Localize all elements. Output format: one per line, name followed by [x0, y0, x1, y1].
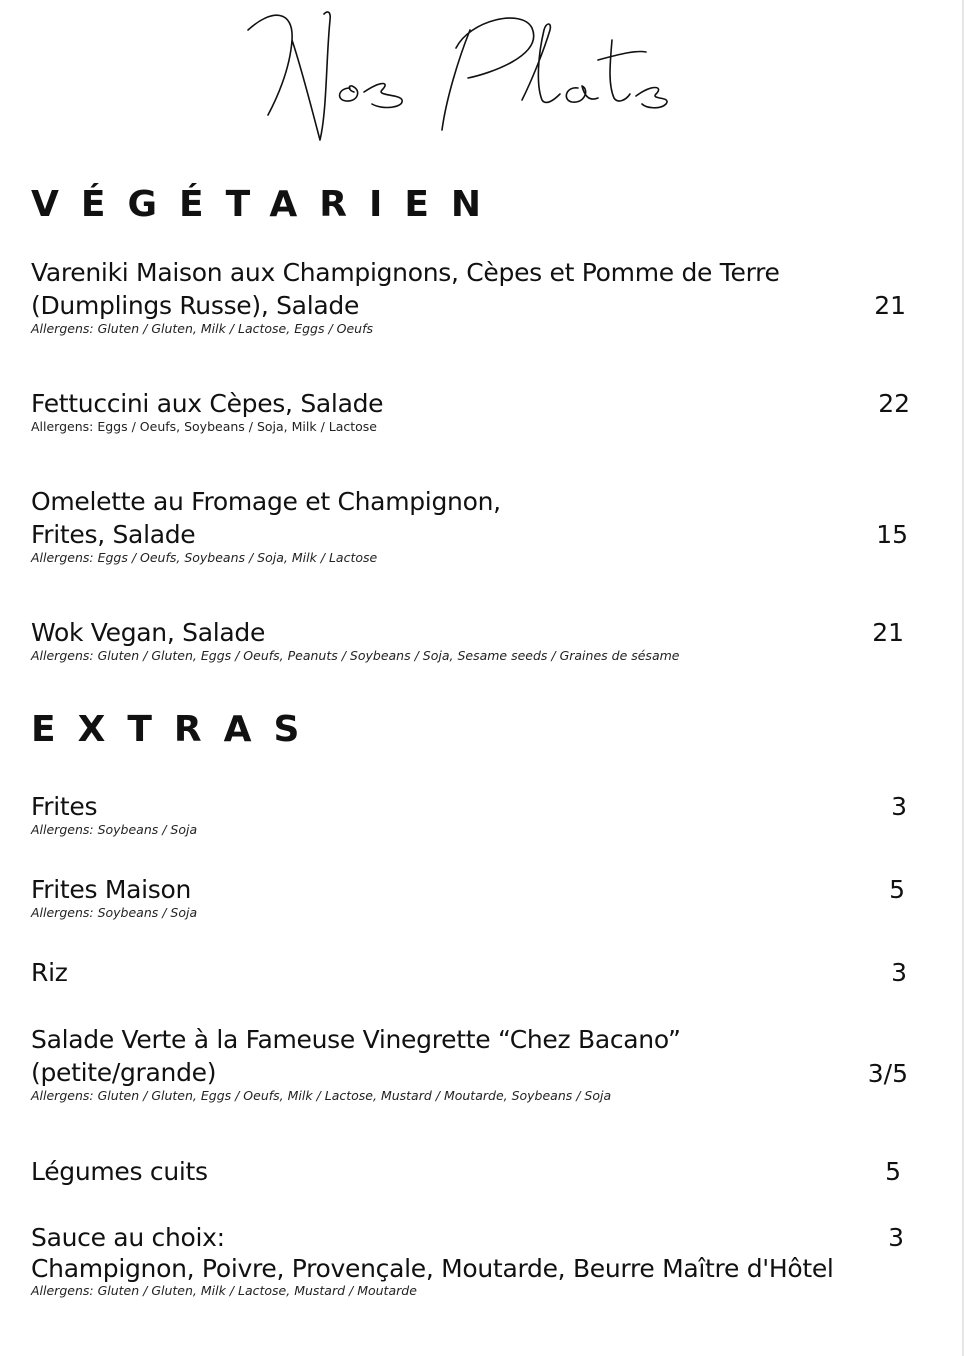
- dish-price: 5: [885, 1157, 901, 1186]
- dish-name: Wok Vegan, Salade: [31, 618, 266, 647]
- menu-item: [31, 1221, 911, 1299]
- dish-allergens: Allergens: Eggs / Oeufs, Soybeans / Soja, Milk / Lactose: [31, 550, 378, 565]
- menu-item: [31, 616, 911, 664]
- menu-item: [31, 1155, 911, 1188]
- dish-price: 15: [876, 520, 908, 549]
- dish-price: 21: [874, 291, 906, 320]
- dish-name: Légumes cuits: [31, 1157, 208, 1186]
- dish-price: 3: [888, 1223, 904, 1252]
- dish-name: Frites: [31, 792, 98, 821]
- dish-name: Vareniki Maison aux Champignons, Cèpes et Pomme de Terre (Dumplings Russe), Salade: [31, 258, 780, 320]
- section-heading-vegetarien: VÉGÉTARIEN: [31, 184, 504, 225]
- dish-price: 21: [872, 618, 904, 647]
- dish-name: Sauce au choix:: [31, 1223, 225, 1252]
- dish-name: Omelette au Fromage et Champignon, Frites, Salade: [31, 487, 501, 549]
- dish-price: 3: [891, 958, 907, 987]
- menu-title: [232, 0, 692, 150]
- dish-name: Fettuccini aux Cèpes, Salade: [31, 389, 384, 418]
- menu-item: [31, 256, 911, 337]
- menu-item: [31, 956, 911, 989]
- menu-item: [31, 387, 911, 435]
- dish-allergens: Allergens: Soybeans / Soja: [31, 822, 198, 837]
- dish-price: 3: [891, 792, 907, 821]
- dish-price: 22: [878, 389, 910, 418]
- menu-item: [31, 790, 911, 838]
- dish-price: 3/5: [867, 1059, 908, 1088]
- dish-allergens: Allergens: Gluten / Gluten, Eggs / Oeufs, Peanuts / Soybeans / Soja, Sesame seeds / Graines de sésame: [31, 648, 680, 663]
- dish-price: 5: [889, 875, 905, 904]
- dish-allergens: Allergens: Soybeans / Soja: [31, 905, 198, 920]
- dish-allergens: Allergens: Gluten / Gluten, Eggs / Oeufs, Milk / Lactose, Mustard / Moutarde, Soybeans / Soja: [31, 1088, 612, 1103]
- script-title-lettering: [232, 0, 692, 150]
- dish-name: Salade Verte à la Fameuse Vinegrette “Chez Bacano” (petite/grande): [31, 1025, 681, 1087]
- dish-allergens: Allergens: Gluten / Gluten, Milk / Lactose, Mustard / Moutarde: [31, 1283, 417, 1298]
- menu-item: [31, 873, 911, 921]
- dish-name: Frites Maison: [31, 875, 192, 904]
- dish-options: Champignon, Poivre, Provençale, Moutarde, Beurre Maître d'Hôtel: [31, 1254, 834, 1283]
- menu-item: [31, 485, 911, 566]
- dish-allergens: Allergens: Eggs / Oeufs, Soybeans / Soja, Milk / Lactose: [31, 419, 377, 434]
- menu-item: [31, 1023, 911, 1104]
- dish-name: Riz: [31, 958, 68, 987]
- section-heading-extras: EXTRAS: [31, 709, 322, 750]
- dish-allergens: Allergens: Gluten / Gluten, Milk / Lactose, Eggs / Oeufs: [31, 321, 373, 336]
